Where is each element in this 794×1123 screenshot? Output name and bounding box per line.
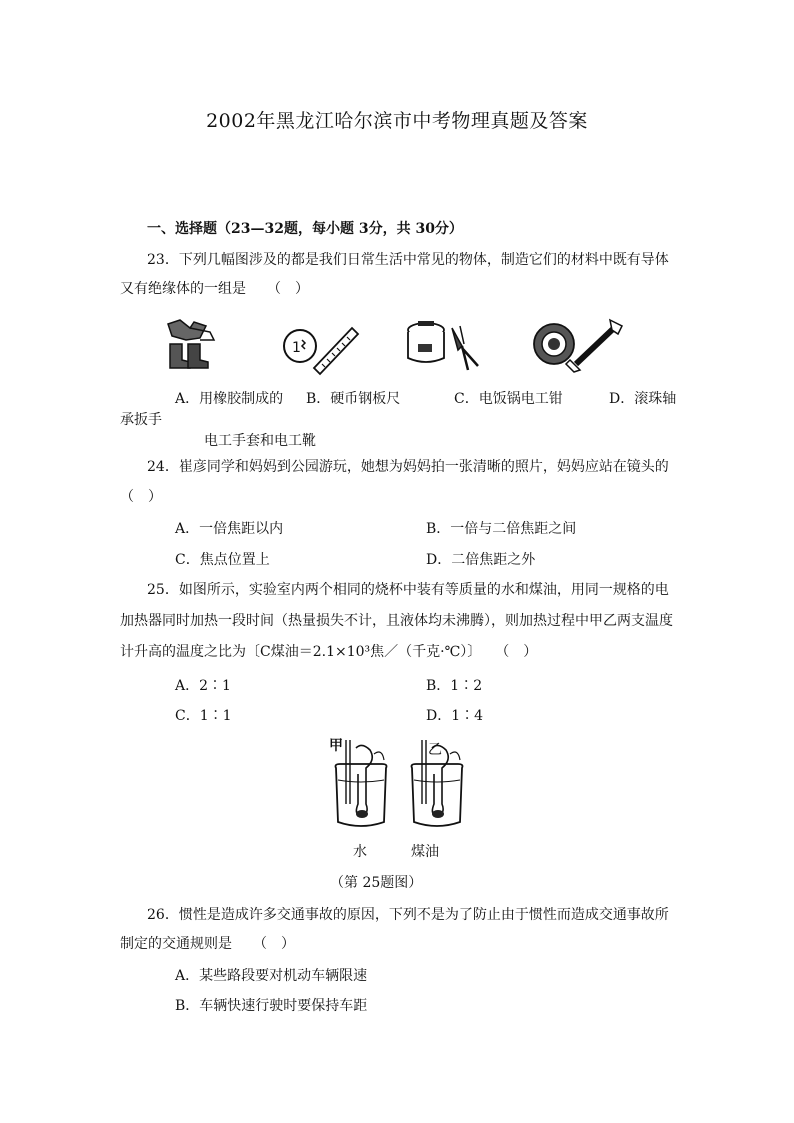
q25-option-a: A．2∶1 xyxy=(175,678,231,694)
q25-option-c: C．1∶1 xyxy=(175,708,232,724)
caption-water: 水 xyxy=(353,844,367,860)
gloves-boots-icon xyxy=(160,318,218,370)
fig-label-yi: 乙 xyxy=(428,742,442,758)
q23-option-c: C．电饭锅电工钳 xyxy=(454,391,563,407)
q26-option-b: B．车辆快速行驶时要保持车距 xyxy=(175,998,368,1014)
q23-option-d: D．滚珠轴 xyxy=(609,391,677,407)
q26-option-a: A．某些路段要对机动车辆限速 xyxy=(175,968,368,984)
q24-option-a: A．一倍焦距以内 xyxy=(175,521,284,537)
section-heading: 一、选择题（23—32题，每小题 3分，共 30分） xyxy=(147,221,463,237)
coin-ruler-icon xyxy=(280,320,360,376)
q23-option-d-cont: 承扳手 xyxy=(120,412,162,428)
q24-option-d: D．二倍焦距之外 xyxy=(426,552,536,568)
q23-line1: 23．下列几幅图涉及的都是我们日常生活中常见的物体，制造它们的材料中既有导体 xyxy=(147,252,669,268)
svg-text:1: 1 xyxy=(292,340,301,356)
q26-line2: 制定的交通规则是 （ ） xyxy=(120,936,295,952)
q25-option-b: B．1∶2 xyxy=(426,678,483,694)
q23-option-a-cont: 电工手套和电工靴 xyxy=(204,433,316,449)
q25-line1: 25．如图所示，实验室内两个相同的烧杯中装有等质量的水和煤油，用同一规格的电 xyxy=(147,582,669,598)
q23-line2: 又有绝缘体的一组是 （ ） xyxy=(120,281,309,297)
q25-line2: 加热器同时加热一段时间（热量损失不计，且液体均未沸腾），则加热过程中甲乙两支温度 xyxy=(120,613,673,629)
q24-line1: 24．崔彦同学和妈妈到公园游玩，她想为妈妈拍一张清晰的照片，妈妈应站在镜头的 xyxy=(147,459,669,475)
page-title: 2002年黑龙江哈尔滨市中考物理真题及答案 xyxy=(206,110,588,132)
caption-kerosene: 煤油 xyxy=(411,844,439,860)
q24-option-b: B．一倍与二倍焦距之间 xyxy=(426,521,577,537)
figure-caption: （第 25题图） xyxy=(330,875,423,891)
beakers-figure xyxy=(326,734,474,834)
q25-line3: 计升高的温度之比为〔C煤油＝2.1×10³焦／（千克·℃）〕 （ ） xyxy=(120,644,538,660)
q24-line2: （ ） xyxy=(120,489,162,505)
rice-cooker-pliers-icon xyxy=(402,318,482,374)
q26-line1: 26．惯性是造成许多交通事故的原因，下列不是为了防止由于惯性而造成交通事故所 xyxy=(147,907,669,923)
q23-option-b: B．硬币钢板尺 xyxy=(306,391,401,407)
q24-option-c: C．焦点位置上 xyxy=(175,552,270,568)
fig-label-jia: 甲 xyxy=(329,738,343,754)
q25-option-d: D．1∶4 xyxy=(426,708,484,724)
q23-option-a: A．用橡胶制成的 xyxy=(175,391,284,407)
bearing-wrench-icon xyxy=(530,316,626,374)
